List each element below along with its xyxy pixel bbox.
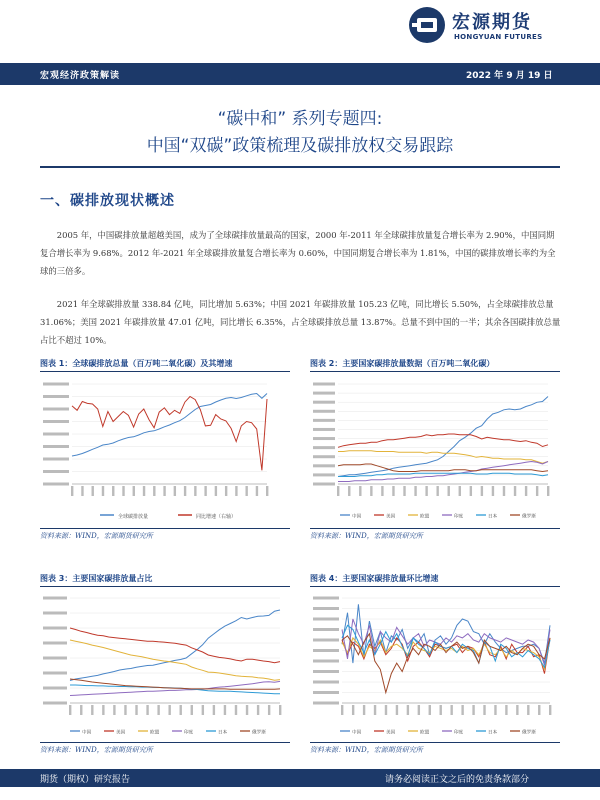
x-tick-label [191, 705, 193, 715]
x-tick-label [503, 486, 505, 496]
y-tick-label [43, 420, 69, 423]
y-tick-label [313, 681, 339, 684]
legend-label: 美国 [386, 730, 396, 736]
x-tick-label [266, 486, 268, 496]
figure-3-chart [40, 590, 290, 740]
x-tick-label [225, 486, 227, 496]
legend-label: 欧盟 [420, 730, 430, 736]
x-tick-label [516, 705, 518, 715]
x-tick-label [257, 705, 259, 715]
x-tick-label [146, 705, 148, 715]
y-tick-label [43, 458, 69, 461]
y-tick-label [313, 691, 339, 694]
x-tick-label [470, 486, 472, 496]
figure-2-bottom-rule [310, 528, 560, 529]
figure-1-rule [40, 371, 290, 372]
x-tick-label [122, 486, 124, 496]
x-tick-label [224, 705, 226, 715]
x-tick-label [135, 705, 137, 715]
x-tick-label [268, 705, 270, 715]
x-tick-label [174, 486, 176, 496]
x-tick-label [505, 705, 507, 715]
figure-2-chart [310, 374, 560, 526]
x-tick-label [527, 705, 529, 715]
y-tick-label [313, 437, 335, 440]
y-tick-label [43, 470, 69, 473]
x-tick-label [547, 486, 549, 496]
x-tick-label [113, 705, 115, 715]
y-tick-label [43, 612, 67, 615]
legend-label: 俄罗斯 [522, 730, 536, 736]
y-tick-label [313, 639, 339, 642]
x-tick-label [414, 486, 416, 496]
report-title-line2: 中国“双碳”政策梳理及碳排放权交易跟踪 [146, 136, 454, 156]
figure-4-bottom-rule [310, 742, 560, 743]
x-tick-label [381, 486, 383, 496]
y-tick-label [43, 408, 69, 411]
x-tick-label [363, 705, 365, 715]
x-tick-label [525, 486, 527, 496]
x-tick-label [492, 486, 494, 496]
x-tick-label [71, 486, 73, 496]
x-tick-label [81, 486, 83, 496]
y-tick-label [313, 455, 335, 458]
report-title-line1: “碳中和” 系列专题四: [217, 109, 383, 129]
x-tick-label [202, 705, 204, 715]
x-tick-label [483, 705, 485, 715]
figure-2-source: 资料来源：WIND，宏源期货研究所 [310, 532, 423, 540]
legend-label: 中国 [352, 730, 362, 736]
legend-label: 美国 [386, 514, 396, 520]
x-tick-label [359, 486, 361, 496]
legend-label-global: 全球碳排放量 [118, 514, 149, 520]
x-tick-label [246, 705, 248, 715]
y-tick-label [313, 410, 335, 413]
x-tick-label [385, 705, 387, 715]
y-tick-label [313, 383, 335, 386]
y-tick-label [43, 483, 69, 486]
x-tick-label [549, 705, 551, 715]
legend-label: 欧盟 [420, 514, 430, 520]
x-tick-label [459, 486, 461, 496]
legend-label: 日本 [488, 730, 498, 736]
x-tick-label [337, 486, 339, 496]
x-tick-label [538, 705, 540, 715]
figure-4-chart [310, 590, 560, 740]
figure-1-source: 资料来源：WIND，宏源期货研究所 [40, 532, 153, 540]
x-tick-label [168, 705, 170, 715]
x-tick-label [180, 705, 182, 715]
x-tick-label [279, 705, 281, 715]
legend-label-growth: 同比增速（右轴） [196, 514, 237, 520]
x-tick-label [133, 486, 135, 496]
y-tick-label [313, 607, 339, 610]
legend-label: 印度 [454, 730, 464, 736]
x-tick-label [235, 486, 237, 496]
x-tick-label [352, 705, 354, 715]
legend-label: 印度 [184, 730, 194, 736]
y-tick-label [43, 445, 69, 448]
y-tick-label [313, 597, 339, 600]
y-tick-label [313, 702, 339, 705]
legend-label: 欧盟 [150, 730, 160, 736]
y-tick-label [43, 597, 67, 600]
x-tick-label [461, 705, 463, 715]
company-logo [408, 6, 588, 46]
y-tick-label [43, 672, 67, 675]
y-tick-label [313, 628, 339, 631]
figure-4-source: 资料来源：WIND，宏源期货研究所 [310, 746, 423, 754]
x-tick-label [102, 486, 104, 496]
section-heading: 一、碳排放现状概述 [40, 193, 175, 209]
x-tick-label [536, 486, 538, 496]
y-tick-label [313, 670, 339, 673]
report-category: 宏观经济政策解读 [40, 71, 121, 81]
x-tick-label [80, 705, 82, 715]
legend-label: 俄罗斯 [522, 514, 536, 520]
x-tick-label [429, 705, 431, 715]
x-tick-label [374, 705, 376, 715]
x-tick-label [425, 486, 427, 496]
footer-report-type: 期货（期权）研究报告 [40, 775, 131, 785]
figure-2-caption: 图表 2：主要国家碳排放量数据（百万吨二氧化碳） [310, 359, 495, 368]
y-tick-label [313, 392, 335, 395]
y-tick-label [313, 419, 335, 422]
legend-label: 美国 [116, 730, 126, 736]
y-tick-label [313, 446, 335, 449]
figure-1-caption: 图表 1：全球碳排放总量（百万吨二氧化碳）及其增速 [40, 359, 233, 368]
figure-1-chart [40, 374, 290, 526]
x-tick-label [194, 486, 196, 496]
y-tick-label [313, 401, 335, 404]
x-tick-label [407, 705, 409, 715]
figure-1-bottom-rule [40, 528, 290, 529]
x-tick-label [392, 486, 394, 496]
x-tick-label [256, 486, 258, 496]
x-tick-label [418, 705, 420, 715]
figure-4-rule [310, 586, 560, 587]
y-tick-label [43, 433, 69, 436]
x-tick-label [448, 486, 450, 496]
x-tick-label [91, 705, 93, 715]
x-tick-label [112, 486, 114, 496]
legend-label: 印度 [454, 514, 464, 520]
figure-3-source: 资料来源：WIND，宏源期货研究所 [40, 746, 153, 754]
x-tick-label [472, 705, 474, 715]
x-tick-label [436, 486, 438, 496]
legend-label: 日本 [488, 514, 498, 520]
legend-label: 中国 [82, 730, 92, 736]
x-tick-label [370, 486, 372, 496]
body-paragraph-2: 2021 年全球碳排放量 338.84 亿吨，同比增加 5.63%；中国 2021 年碳排放量 105.23 亿吨，同比增长 5.50%，占全球碳排放总量 31.06%；美国 2021 年碳排放量 47.01 亿吨，同比增长 6.35%，占全球碳排放总量 13.87%。总量不到中国的一半；其余各国碳排放总量占比不超过 10%。 [40, 299, 561, 345]
report-date: 2022 年 9 月 19 日 [466, 71, 553, 81]
figure-2-rule [310, 371, 560, 372]
x-tick-label [481, 486, 483, 496]
y-tick-label [313, 660, 339, 663]
x-tick-label [494, 705, 496, 715]
figure-3-caption: 图表 3：主要国家碳排放量占比 [40, 574, 153, 583]
x-tick-label [348, 486, 350, 496]
legend-label: 日本 [218, 730, 228, 736]
x-tick-label [450, 705, 452, 715]
y-tick-label [313, 473, 335, 476]
figure-4-caption: 图表 4：主要国家碳排放量环比增速 [310, 574, 439, 583]
y-tick-label [313, 483, 335, 486]
y-tick-label [313, 618, 339, 621]
x-tick-label [143, 486, 145, 496]
logo-english-text: HONGYUAN FUTURES [454, 33, 543, 41]
y-tick-label [43, 383, 69, 386]
y-tick-label [43, 657, 67, 660]
x-tick-label [204, 486, 206, 496]
x-tick-label [157, 705, 159, 715]
x-tick-label [215, 486, 217, 496]
x-tick-label [396, 705, 398, 715]
y-tick-label [313, 464, 335, 467]
figure-3-bottom-rule [40, 742, 290, 743]
legend-label: 中国 [352, 514, 362, 520]
y-tick-label [313, 649, 339, 652]
x-tick-label [245, 486, 247, 496]
footer-disclaimer: 请务必阅读正文之后的免责条款部分 [385, 775, 530, 785]
logo-mark-icon [408, 6, 446, 44]
y-tick-label [43, 687, 67, 690]
x-tick-label [153, 486, 155, 496]
y-tick-label [43, 702, 67, 705]
x-tick-label [92, 486, 94, 496]
x-tick-label [184, 486, 186, 496]
x-tick-label [213, 705, 215, 715]
y-tick-label [43, 642, 67, 645]
x-tick-label [235, 705, 237, 715]
x-tick-label [514, 486, 516, 496]
figure-3-rule [40, 586, 290, 587]
x-tick-label [124, 705, 126, 715]
legend-label: 俄罗斯 [252, 730, 266, 736]
x-tick-label [163, 486, 165, 496]
x-tick-label [102, 705, 104, 715]
x-tick-label [403, 486, 405, 496]
body-paragraph-1: 2005 年，中国碳排放量超越美国，成为了全球碳排放量最高的国家，2000 年-2011 年全球碳排放量复合增长率为 2.90%，中国同期复合增长率为 9.68%。2012 年-2021 年全球碳排放量复合增长率为 0.60%，中国同期复合增长率为 1.81%，中国的碳排放增长率约为全球的三倍多。 [40, 230, 556, 276]
y-tick-label [313, 428, 335, 431]
logo-chinese-text: 宏源期货 [452, 12, 532, 33]
y-tick-label [43, 395, 69, 398]
y-tick-label [43, 627, 67, 630]
x-tick-label [341, 705, 343, 715]
x-tick-label [440, 705, 442, 715]
x-tick-label [69, 705, 71, 715]
title-divider [40, 166, 560, 168]
